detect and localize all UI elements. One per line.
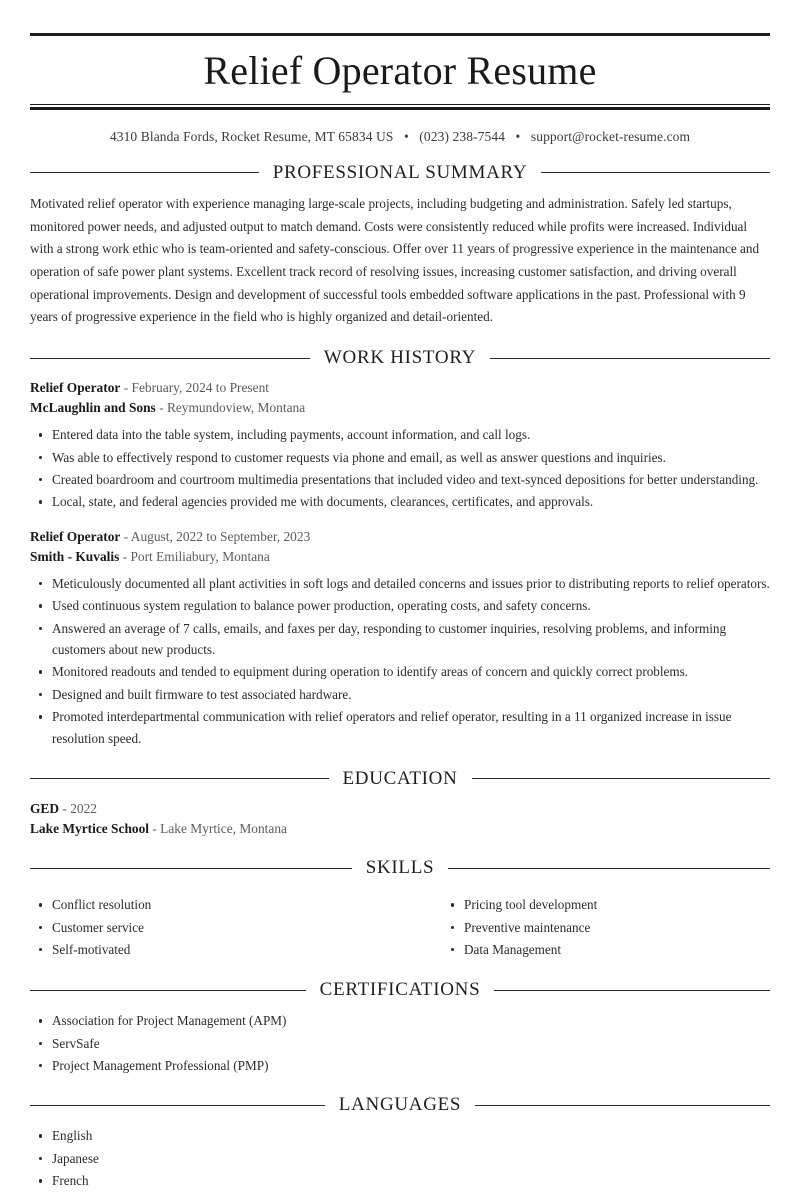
list-item: Used continuous system regulation to balance power production, operating costs, and safety concerns. bbox=[30, 595, 770, 616]
page-title: Relief Operator Resume bbox=[203, 48, 597, 93]
list-item: Japanese bbox=[30, 1148, 770, 1169]
section-rule-right bbox=[472, 778, 771, 779]
resume-page bbox=[0, 33, 800, 1189]
skills-list-right bbox=[442, 894, 770, 960]
skills-column-right bbox=[400, 888, 770, 961]
section-rule-right bbox=[475, 1105, 770, 1106]
section-title-summary: PROFESSIONAL SUMMARY bbox=[272, 161, 528, 183]
section-title-skills: SKILLS bbox=[365, 857, 435, 879]
education-school-line bbox=[30, 819, 770, 839]
list-item: Monitored readouts and tended to equipment during operation to identify areas of concern and quickly correct problems. bbox=[30, 661, 770, 682]
work-entry bbox=[30, 527, 770, 749]
education-dash: - bbox=[149, 821, 161, 837]
section-header-education bbox=[30, 768, 770, 790]
work-entry-location: Port Emiliabury, Montana bbox=[130, 548, 270, 564]
section-header-languages bbox=[30, 1094, 770, 1116]
list-item: Preventive maintenance bbox=[442, 917, 770, 938]
list-item: ServSafe bbox=[30, 1033, 770, 1054]
education-entry bbox=[30, 799, 770, 839]
list-item: Was able to effectively respond to customer requests via phone and email, as well as answer questions and inquiries. bbox=[30, 447, 770, 468]
education-school: Lake Myrtice School bbox=[30, 821, 150, 837]
section-rule-right bbox=[541, 172, 770, 173]
section-title-education: EDUCATION bbox=[342, 767, 458, 789]
work-entry-dates: August, 2022 to September, 2023 bbox=[130, 528, 311, 544]
education-degree-line bbox=[30, 799, 770, 819]
list-item: Conflict resolution bbox=[30, 894, 400, 915]
list-item: Self-motivated bbox=[30, 939, 400, 960]
contact-separator-1: • bbox=[403, 128, 409, 144]
section-header-certifications bbox=[30, 979, 770, 1001]
section-languages bbox=[30, 1094, 770, 1191]
work-entry-dash: - bbox=[155, 400, 167, 416]
resume-header bbox=[30, 33, 770, 145]
section-work-history bbox=[30, 347, 770, 749]
list-item: Meticulously documented all plant activities in soft logs and detailed concerns and issues prior to distributing reports to relief operators. bbox=[30, 573, 770, 594]
contact-line bbox=[30, 110, 770, 145]
work-entry-company: McLaughlin and Sons bbox=[30, 400, 156, 416]
education-dash: - bbox=[59, 800, 71, 816]
section-title-work-history: WORK HISTORY bbox=[323, 347, 477, 369]
list-item: Pricing tool development bbox=[442, 894, 770, 915]
work-entry-role-line bbox=[30, 378, 770, 398]
work-entry-dash: - bbox=[120, 380, 132, 396]
section-header-work-history bbox=[30, 347, 770, 369]
section-rule-left bbox=[30, 172, 259, 173]
list-item: Promoted interdepartmental communication with relief operators and relief operator, resulting in a 11 organized increase in issue resolution speed. bbox=[30, 706, 770, 749]
work-entry-company: Smith - Kuvalis bbox=[30, 548, 120, 564]
work-entry-bullets bbox=[30, 573, 770, 749]
section-rule-right bbox=[448, 868, 770, 869]
section-rule-left bbox=[30, 990, 306, 991]
section-rule-left bbox=[30, 778, 329, 779]
section-certifications bbox=[30, 979, 770, 1076]
languages-list bbox=[30, 1125, 770, 1191]
contact-address: 4310 Blanda Fords, Rocket Resume, MT 65834 US bbox=[109, 128, 394, 144]
list-item: Designed and built firmware to test associated hardware. bbox=[30, 684, 770, 705]
list-item: Local, state, and federal agencies provided me with documents, clearances, certificates, and approvals. bbox=[30, 491, 770, 512]
section-header-skills bbox=[30, 857, 770, 879]
work-entry-location: Reymundoview, Montana bbox=[166, 400, 306, 416]
list-item: Association for Project Management (APM) bbox=[30, 1010, 770, 1031]
list-item: Customer service bbox=[30, 917, 400, 938]
skills-column-left bbox=[30, 888, 400, 961]
contact-separator-2: • bbox=[515, 128, 521, 144]
work-entry-dates: February, 2024 to Present bbox=[131, 380, 269, 396]
work-entry-bullets bbox=[30, 424, 770, 513]
education-year: 2022 bbox=[70, 800, 97, 816]
section-title-languages: LANGUAGES bbox=[338, 1094, 462, 1116]
work-entry-dash: - bbox=[119, 548, 131, 564]
education-degree: GED bbox=[30, 800, 60, 816]
section-professional-summary bbox=[30, 162, 770, 329]
skills-columns bbox=[30, 888, 770, 961]
section-skills bbox=[30, 857, 770, 961]
section-title-certifications: CERTIFICATIONS bbox=[319, 979, 481, 1001]
work-entry-role-line bbox=[30, 527, 770, 547]
skills-list-left bbox=[30, 894, 400, 960]
section-rule-right bbox=[494, 990, 770, 991]
list-item: French bbox=[30, 1170, 770, 1191]
contact-phone[interactable]: (023) 238-7544 bbox=[419, 128, 506, 144]
work-entry bbox=[30, 378, 770, 513]
certifications-list bbox=[30, 1010, 770, 1076]
list-item: Created boardroom and courtroom multimedia presentations that included video and text-synced depositions for better understanding. bbox=[30, 469, 770, 490]
education-location: Lake Myrtice, Montana bbox=[160, 821, 287, 837]
section-rule-left bbox=[30, 358, 310, 359]
section-rule-left bbox=[30, 868, 352, 869]
list-item: Entered data into the table system, including payments, account information, and call logs. bbox=[30, 424, 770, 445]
work-entry-company-line bbox=[30, 398, 770, 418]
list-item: Project Management Professional (PMP) bbox=[30, 1055, 770, 1076]
section-rule-right bbox=[490, 358, 770, 359]
section-header-summary bbox=[30, 162, 770, 184]
list-item: English bbox=[30, 1125, 770, 1146]
work-entry-role: Relief Operator bbox=[30, 528, 121, 544]
section-education bbox=[30, 768, 770, 839]
list-item: Answered an average of 7 calls, emails, and faxes per day, responding to customer inquiries, resolving problems, and informing customers about new products. bbox=[30, 618, 770, 661]
work-entry-company-line bbox=[30, 547, 770, 567]
summary-text: Motivated relief operator with experience managing large-scale projects, including budgeting and administration. Safely led startups, monitored power needs, and adjusted output to match demand. Costs were consistently reduced while profits were increased. Individual with a strong work ethic who is team-oriented and safety-conscious. Offer over 11 years of progressive experience in the maintenance and operation of safe power plant systems. Excellent track record of resolving issues, increasing customer satisfaction, and driving overall operational improvements. Design and development of successful tools embedded software applications in the past. Professional with 9 years of progressive experience in the field who is highly organized and detail-oriented. bbox=[30, 195, 760, 325]
contact-email[interactable]: support@rocket-resume.com bbox=[530, 128, 691, 144]
work-entry-role: Relief Operator bbox=[30, 380, 121, 396]
work-entry-dash: - bbox=[120, 528, 131, 544]
header-bottom-rule-thin bbox=[30, 104, 770, 105]
list-item: Data Management bbox=[442, 939, 770, 960]
section-rule-left bbox=[30, 1105, 325, 1106]
